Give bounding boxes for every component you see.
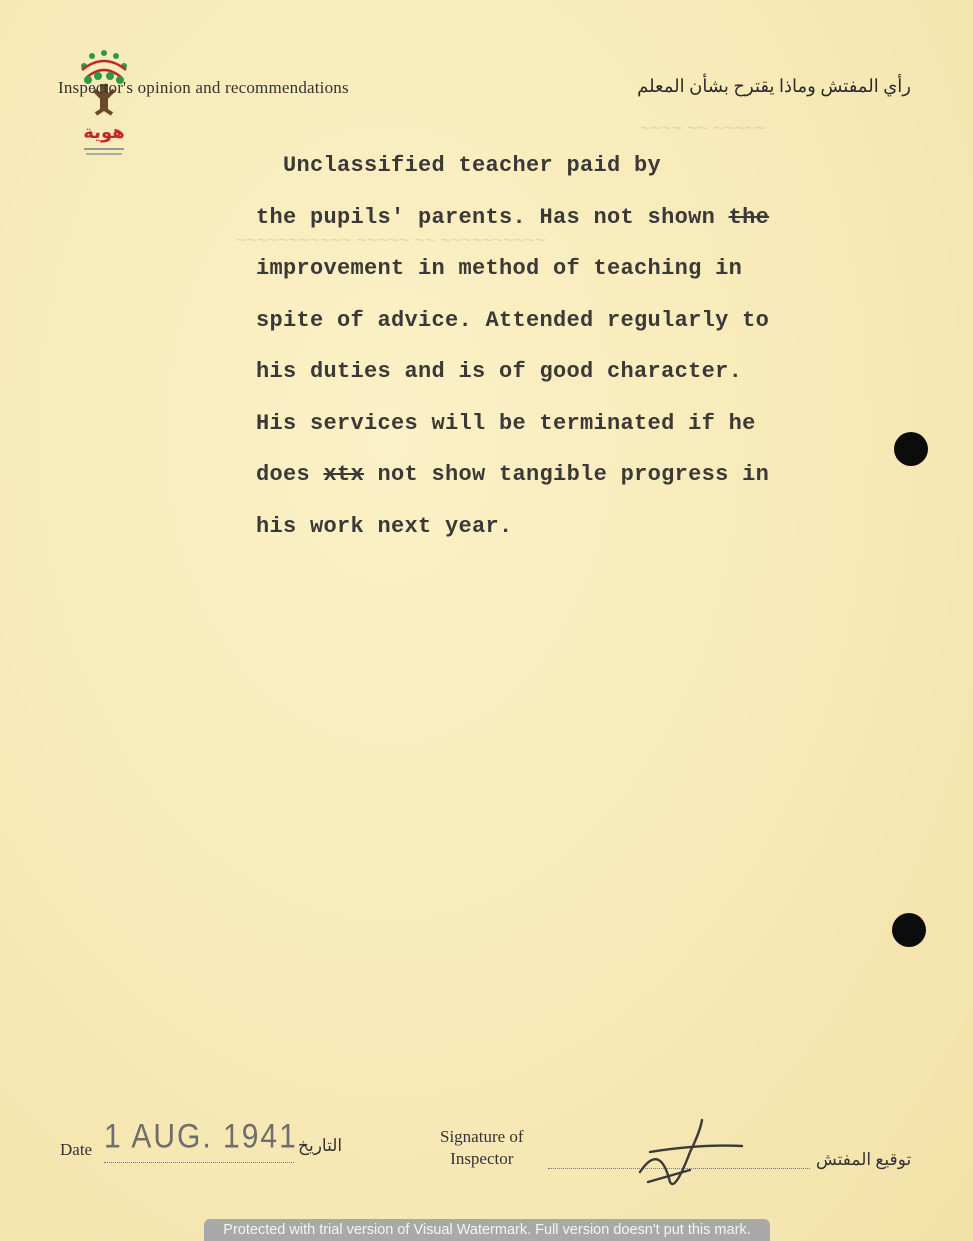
- report-line: improvement in method of teaching in: [256, 256, 743, 281]
- report-line: [256, 192, 856, 244]
- inspector-opinion-label-ar: رأي المفتش وماذا يقترح بشأن المعلم: [637, 76, 911, 96]
- report-line-text: the pupils' parents. Has not shown: [256, 204, 729, 230]
- date-label: Date: [60, 1140, 93, 1159]
- report-line: his duties and is of good character.: [256, 359, 743, 384]
- report-line-text: does: [256, 462, 324, 487]
- bleed-through-text: ~~~~~~~~~~~ ~~~~~ ~~ ~~~~~~~~~~: [236, 230, 546, 250]
- date-stamp: 1 AUG. 1941: [104, 1117, 298, 1156]
- struck-word: xtx: [323, 462, 365, 487]
- typed-report: [256, 140, 856, 552]
- signature-label-ar: توقيع المفتش: [816, 1150, 912, 1169]
- inspector-opinion-label: Inspector's opinion and recommendations: [58, 78, 349, 97]
- report-line: his work next year.: [256, 513, 513, 539]
- bleed-through-text: ~~~~ ~~ ~~~~~: [640, 118, 766, 138]
- date-dotted-line: [104, 1162, 294, 1163]
- report-line: Unclassified teacher paid by: [256, 153, 662, 178]
- inspector-signature: [630, 1112, 760, 1192]
- date-label-ar: التاريخ: [298, 1136, 343, 1155]
- signature-label-line: Inspector: [450, 1149, 514, 1168]
- report-line: His services will be terminated if he: [256, 410, 756, 436]
- struck-word: the: [728, 204, 770, 230]
- signature-label: [440, 1126, 524, 1170]
- trial-watermark-banner: Protected with trial version of Visual Watermark. Full version doesn't put this mark.: [204, 1219, 770, 1241]
- punch-hole: [892, 913, 926, 947]
- logo-text: هوية: [83, 122, 125, 143]
- report-line-text: not show tangible progress in: [364, 462, 770, 487]
- punch-hole: [894, 432, 928, 466]
- hawiya-tree-logo: [72, 48, 136, 168]
- report-line: spite of advice. Attended regularly to: [256, 307, 770, 333]
- report-line: [256, 449, 856, 501]
- signature-label-line: Signature of: [440, 1127, 524, 1146]
